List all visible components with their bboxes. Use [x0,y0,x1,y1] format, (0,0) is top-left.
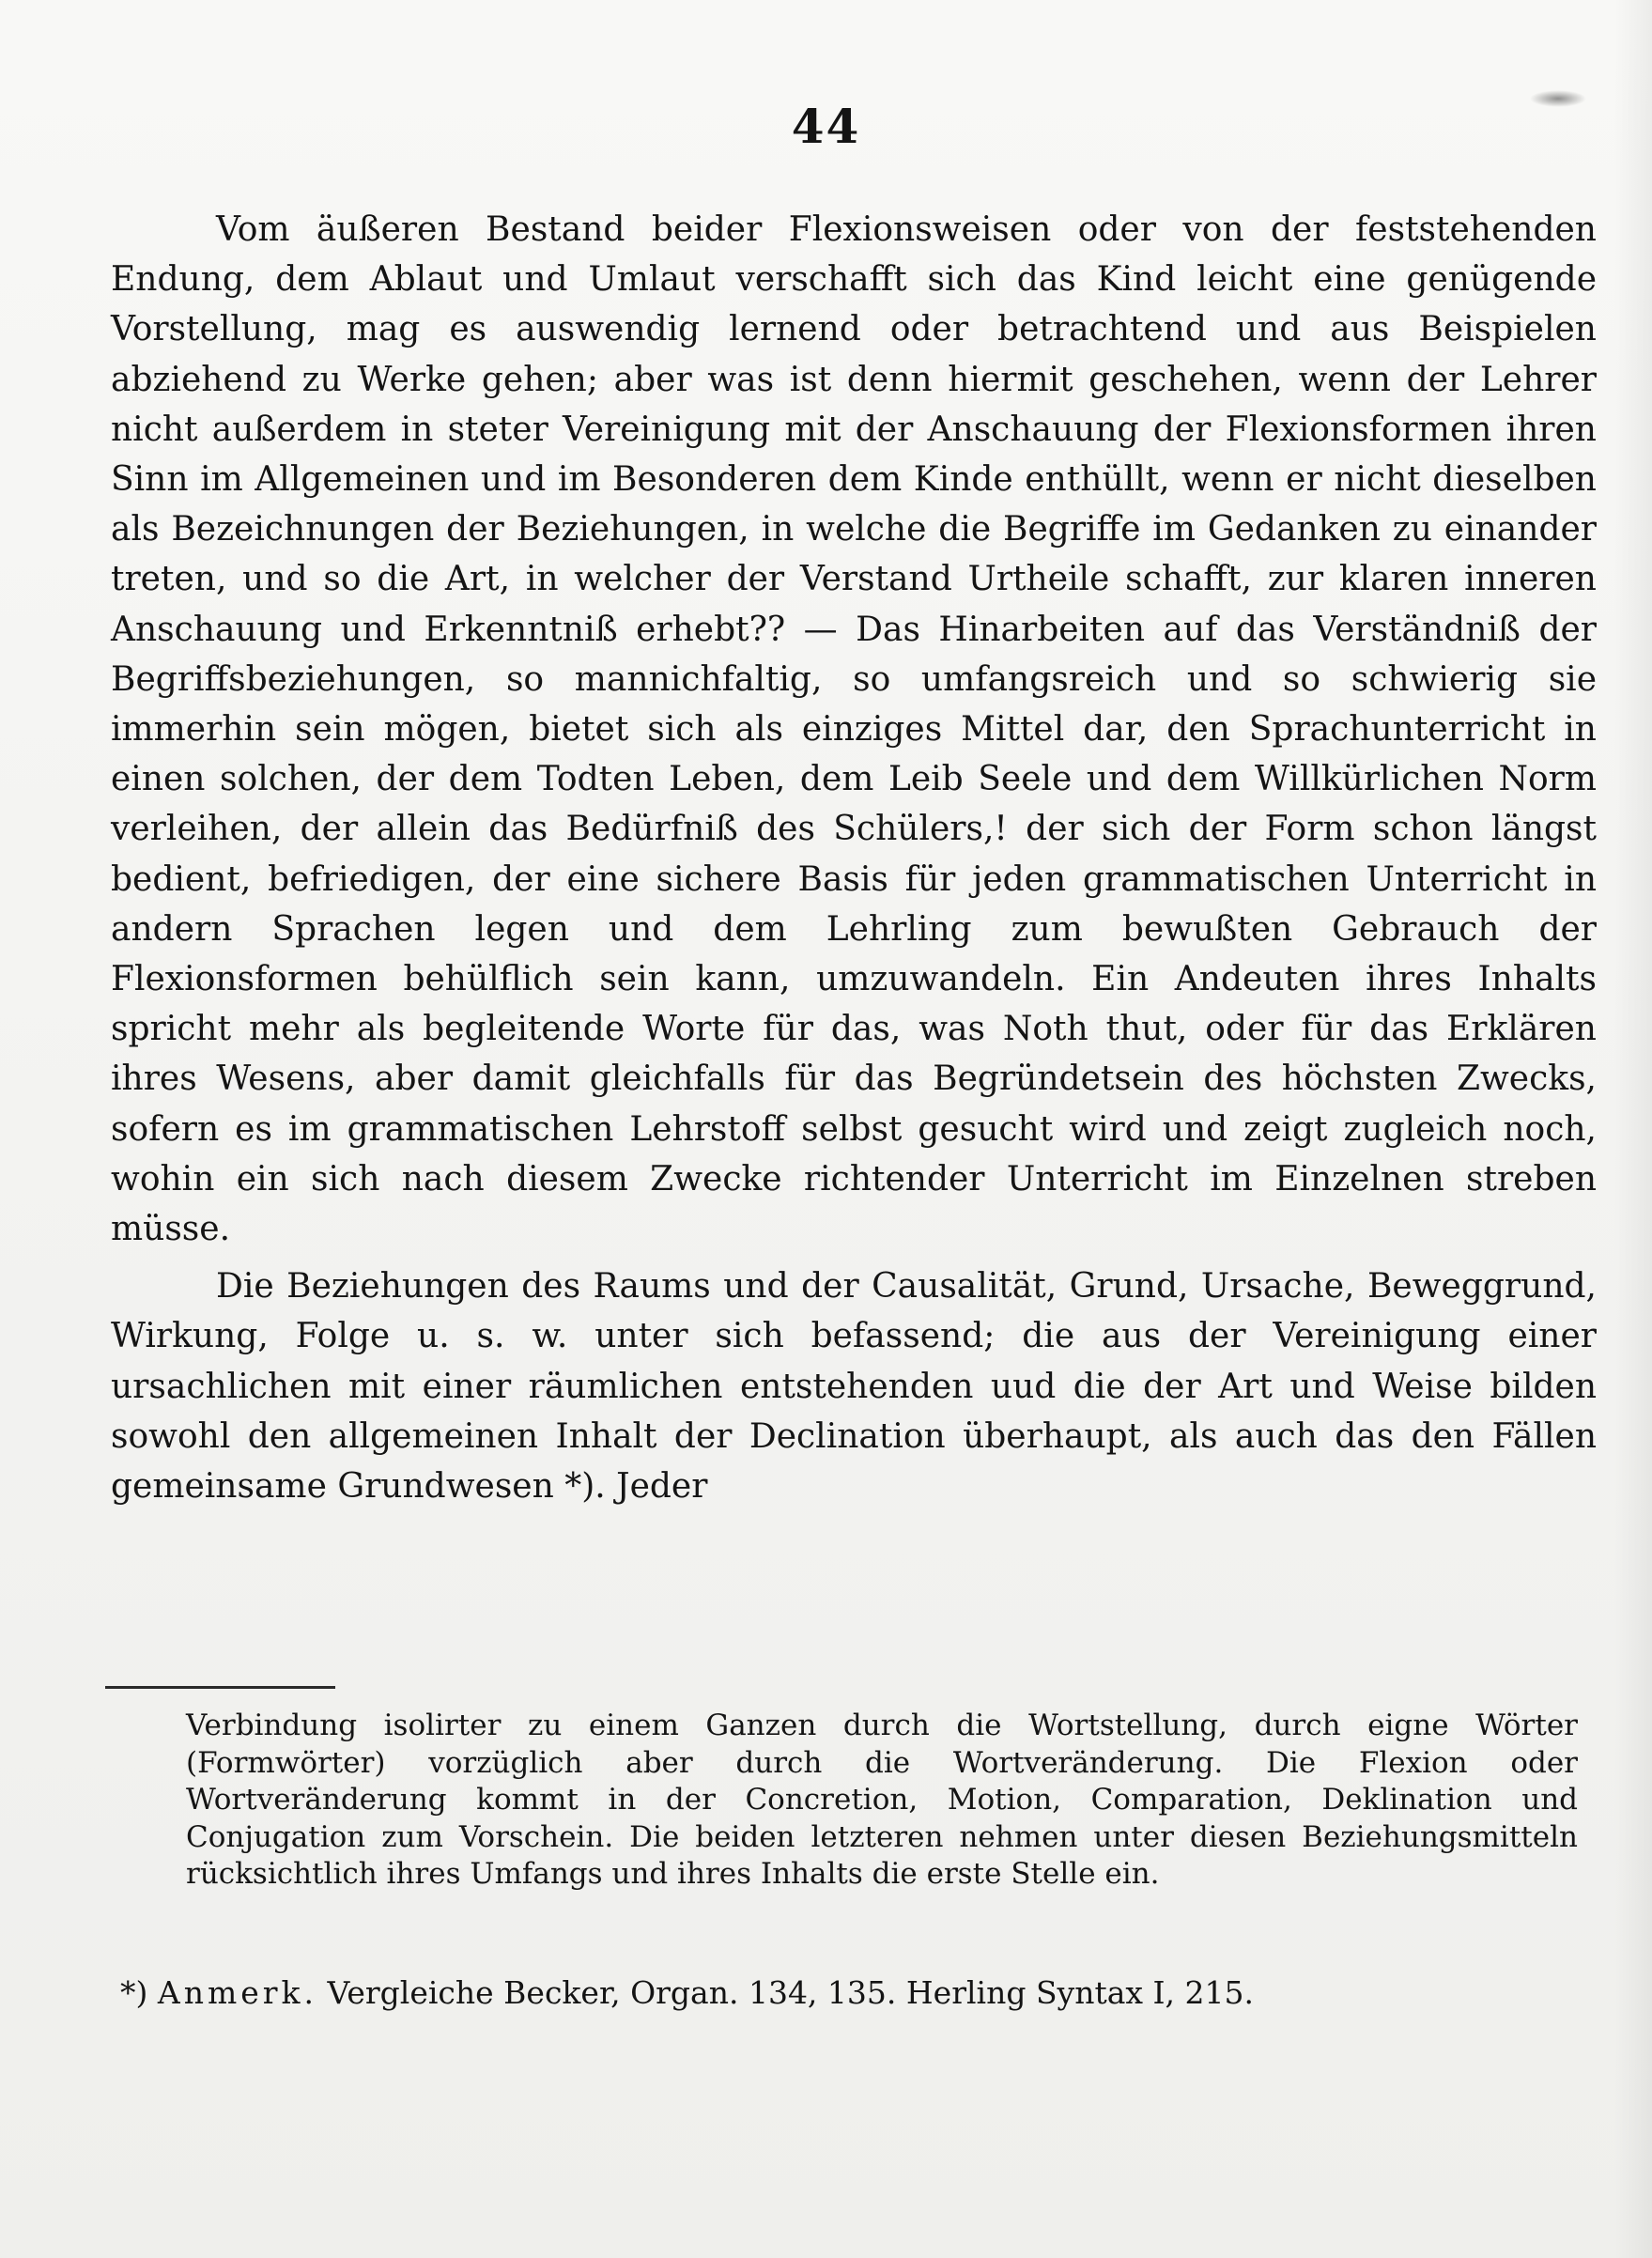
paragraph-2: Die Beziehungen des Raums und der Causalität, Grund, Ursache, Beweggrund, Wirkung, Folge u. s. w. unter sich befassend; die aus der Vereinigung einer ursachlichen mit einer räumlichen entstehenden uud die der Art und Weise bilden sowohl den allgemeinen Inhalt der Declination überhaupt, als auch das den Fällen gemeinsame Grundwesen *). Jeder [111,1267,1597,1507]
paragraph-1: Vom äußeren Bestand beider Flexionsweisen oder von der feststehenden Endung, dem Ablaut und Umlaut verschafft sich das Kind leicht eine genügende Vorstellung, mag es auswendig lernend oder betrachtend und aus Beispielen abziehend zu Werke gehen; aber was ist denn hiermit geschehen, wenn der Lehrer nicht außerdem in steter Vereinigung mit der Anschauung der Flexionsformen ihren Sinn im Allgemeinen und im Besonderen dem Kinde enthüllt, wenn er nicht dieselben als Bezeichnungen der Beziehungen, in welche die Begriffe im Gedanken zu einander treten, und so die Art, in welcher der Verstand Urtheile schafft, zur klaren inneren Anschauung und Erkenntniß erhebt?? — Das Hinarbeiten auf das Verständniß der Begriffsbeziehungen, so mannichfaltig, so umfangsreich und so schwierig sie immerhin sein mögen, bietet sich als einziges Mittel dar, den Sprachunterricht in einen solchen, der dem Todten Leben, dem Leib Seele und dem Willkürlichen Norm verleihen, der allein das Bedürfniß des Schülers,! der sich der Form schon längst bedient, befriedigen, der eine sichere Basis für jeden grammatischen Unterricht in andern Sprachen legen und dem Lehrling zum bewußten Gebrauch der Flexionsformen behülflich sein kann, umzuwandeln. Ein Andeuten ihres Inhalts spricht mehr als begleitende Worte für das, was Noth thut, oder für das Erklären ihres Wesens, aber damit gleichfalls für das Begründetsein des höchsten Zwecks, sofern es im grammatischen Lehrstoff selbst gesucht wird und zeigt zugleich noch, wohin ein sich nach diesem Zwecke richtender Unterricht im Einzelnen streben müsse. [111,210,1597,1249]
annotation-line [120,1972,1585,2014]
annotation-marker: *) [120,1974,148,2011]
footnote-text: Verbindung isolirter zu einem Ganzen durch die Wortstellung, durch eigne Wörter (Formwörter) vorzüglich aber durch die Wortveränderung. Die Flexion oder Wortveränderung kommt in der Concretion, Motion, Comparation, Deklination und Conjugation zum Vorschein. Die beiden letzteren nehmen unter diesen Beziehungsmitteln rücksichtlich ihres Umfangs und ihres Inhalts die erste Stelle ein. [186,1709,1578,1892]
annotation-label: Anmerk. [157,1974,318,2011]
annotation-text: Vergleiche Becker, Organ. 134, 135. Herling Syntax I, 215. [327,1974,1254,2011]
footnote-divider [105,1686,335,1689]
page-edge-shadow [1614,0,1652,2258]
page-number: 44 [791,99,861,154]
footnote [186,1708,1578,1894]
main-text [111,205,1597,1511]
